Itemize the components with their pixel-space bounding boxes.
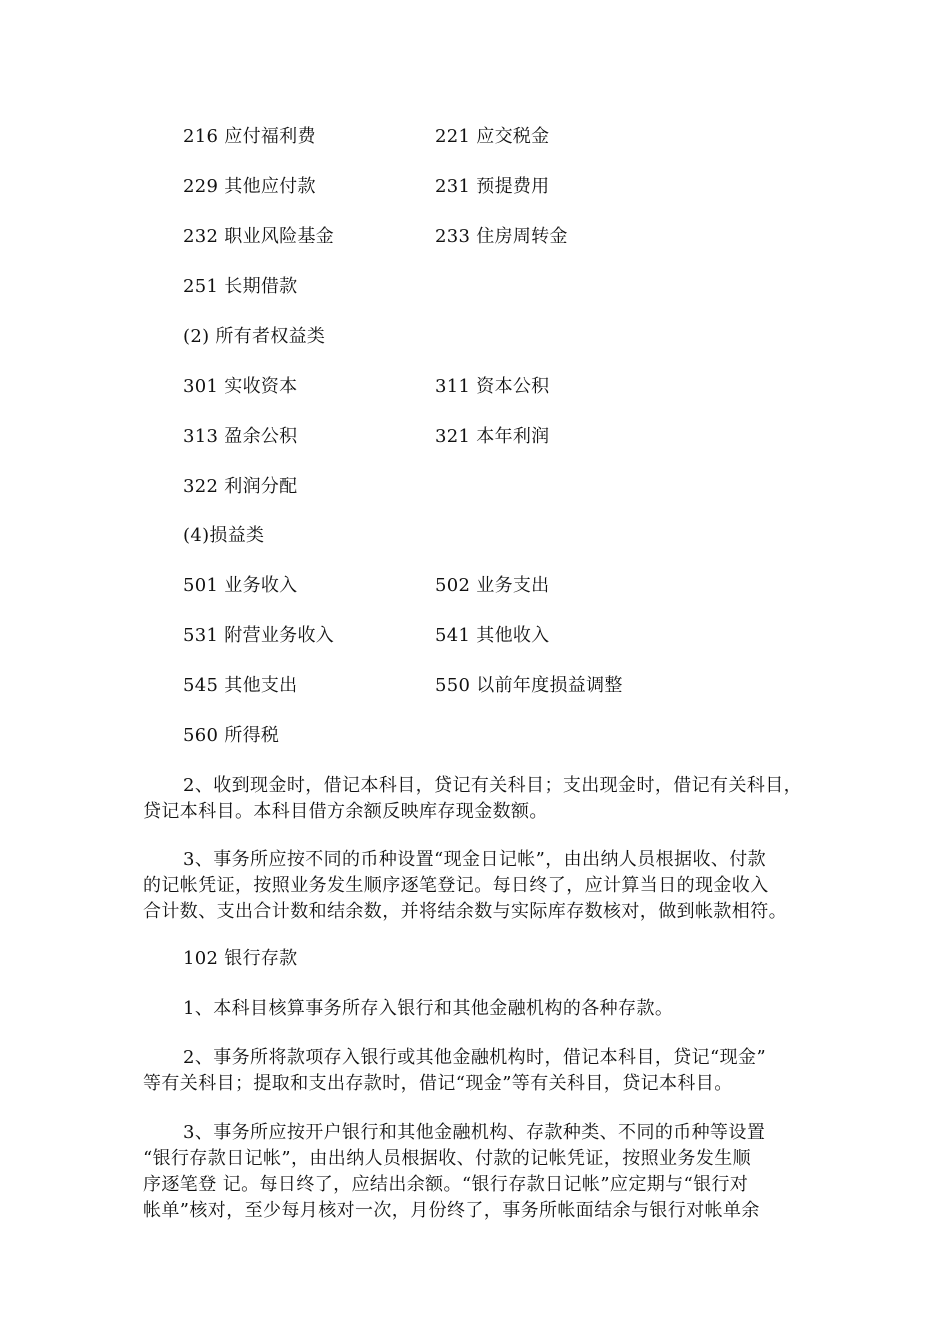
account-right: 541 其他收入: [435, 625, 550, 646]
account-row: [183, 274, 297, 300]
account-row: [183, 124, 550, 150]
account-left: 313 盈余公积: [183, 426, 298, 447]
paragraph-bank-scope: [143, 996, 811, 1022]
account-left: 301 实收资本: [183, 376, 298, 397]
paragraph-line: 3、事务所应按不同的币种设置“现金日记帐”，由出纳人员根据收、付款: [183, 849, 767, 870]
paragraph-line: 的记帐凭证，按照业务发生顺序逐笔登记。每日终了，应计算当日的现金收入: [143, 875, 769, 896]
account-left: 501 业务收入: [183, 575, 298, 596]
account-row: [183, 474, 297, 500]
account-row: [183, 723, 279, 749]
account-right: 221 应交税金: [435, 126, 550, 147]
paragraph-bank-journal: [143, 1120, 811, 1224]
account-left: 545 其他支出: [183, 675, 298, 696]
account-left: 232 职业风险基金: [183, 226, 335, 247]
section-heading-text: (4)损益类: [183, 525, 265, 546]
account-heading-text: 102 银行存款: [183, 948, 298, 969]
account-row: [183, 673, 623, 699]
account-right: 311 资本公积: [435, 376, 550, 397]
paragraph-line: 1、本科目核算事务所存入银行和其他金融机构的各种存款。: [183, 998, 674, 1019]
account-row: [183, 424, 550, 450]
section-heading: [183, 324, 325, 350]
account-left: 251 长期借款: [183, 276, 298, 297]
account-right: 233 住房周转金: [435, 226, 568, 247]
section-heading: [183, 523, 264, 549]
account-right: 231 预提费用: [435, 176, 550, 197]
account-row: [183, 224, 568, 250]
paragraph-line: 贷记本科目。本科目借方余额反映库存现金数额。: [143, 801, 548, 822]
account-left: 531 附营业务收入: [183, 625, 335, 646]
paragraph-bank-entries: [143, 1045, 811, 1097]
paragraph-line: 3、事务所应按开户银行和其他金融机构、存款种类、不同的币种等设置: [183, 1122, 766, 1143]
account-row: [183, 374, 550, 400]
paragraph-line: 等有关科目；提取和支出存款时，借记“现金”等有关科目，贷记本科目。: [143, 1073, 733, 1094]
account-row: [183, 573, 550, 599]
paragraph-line: 帐单”核对，至少每月核对一次，月份终了，事务所帐面结余与银行对帐单余: [143, 1200, 760, 1221]
paragraph-line: 2、事务所将款项存入银行或其他金融机构时，借记本科目，贷记“现金”: [183, 1047, 767, 1068]
paragraph-line: “银行存款日记帐”，由出纳人员根据收、付款的记帐凭证，按照业务发生顺: [143, 1148, 752, 1169]
paragraph-line: 2、收到现金时，借记本科目，贷记有关科目；支出现金时，借记有关科目，: [183, 775, 803, 796]
account-heading-bank-deposit: [183, 946, 297, 972]
account-left: 322 利润分配: [183, 476, 298, 497]
account-left: 216 应付福利费: [183, 126, 316, 147]
account-right: 321 本年利润: [435, 426, 550, 447]
account-row: [183, 174, 550, 200]
paragraph-line: 序逐笔登 记。每日终了，应结出余额。“银行存款日记帐”应定期与“银行对: [143, 1174, 749, 1195]
account-right: 550 以前年度损益调整: [435, 675, 623, 696]
paragraph-cash-entries: [143, 773, 811, 825]
account-right: 502 业务支出: [435, 575, 550, 596]
section-heading-text: (2) 所有者权益类: [183, 326, 326, 347]
account-left: 560 所得税: [183, 725, 280, 746]
paragraph-line: 合计数、支出合计数和结余数，并将结余数与实际库存数核对，做到帐款相符。: [143, 901, 787, 922]
paragraph-cash-journal: [143, 847, 811, 925]
account-row: [183, 623, 550, 649]
account-left: 229 其他应付款: [183, 176, 316, 197]
